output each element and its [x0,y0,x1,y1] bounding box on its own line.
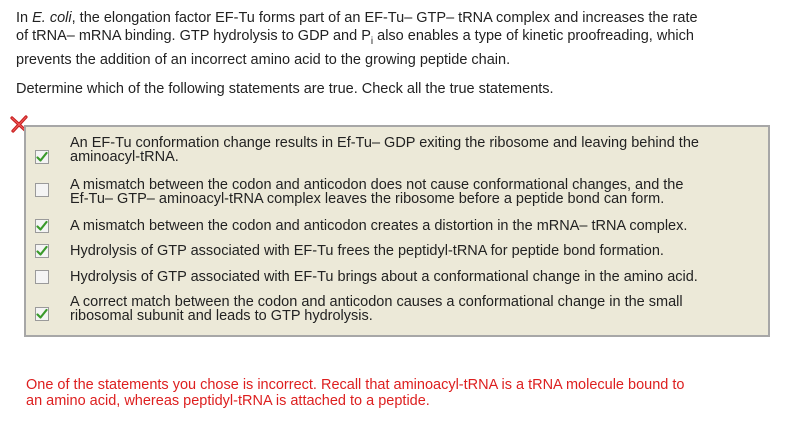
option-1-text: An EF-Tu conformation change results in Ef-Tu– GDP exiting the ribosome and leaving behind the aminoacyl-tRNA. [70,135,699,165]
option-6-checkbox[interactable] [35,307,49,321]
intro-line-1: In E. coli, the elongation factor EF-Tu forms part of an EF-Tu– GTP– tRNA complex and increases the rate [16,10,698,26]
checkmark-icon [36,245,48,257]
option-4-checkbox[interactable] [35,244,49,258]
option-3-checkbox[interactable] [35,219,49,233]
option-5-checkbox[interactable] [35,270,49,284]
option-4-text: Hydrolysis of GTP associated with EF-Tu frees the peptidyl-tRNA for peptide bond formation. [70,243,664,259]
phosphate-subscript: i [370,35,374,47]
feedback-message: One of the statements you chose is incorrect. Recall that aminoacyl-tRNA is a tRNA molecule bound to an amino acid, whereas peptidyl-tRNA is attached to a peptide. [26,377,685,409]
intro-line-3: prevents the addition of an incorrect amino acid to the growing peptide chain. [16,51,511,68]
question-intro [16,9,778,69]
option-5-text: Hydrolysis of GTP associated with EF-Tu brings about a conformational change in the amino acid. [70,269,698,285]
option-3-text: A mismatch between the codon and anticodon creates a distortion in the mRNA– tRNA complex. [70,218,688,234]
answer-options-list [24,125,770,337]
checkmark-icon [36,220,48,232]
organism-name: E. coli [32,10,72,26]
checkmark-icon [36,308,48,320]
checkmark-icon [36,151,48,163]
option-2-checkbox[interactable] [35,183,49,197]
option-1-checkbox[interactable] [35,150,49,164]
option-2-text: A mismatch between the codon and anticodon does not cause conformational changes, and the Ef-Tu– GTP– aminoacyl-tRNA complex leaves the ribosome before a peptide bond can form. [70,177,684,207]
question-prompt: Determine which of the following statements are true. Check all the true statements. [16,81,554,97]
option-6-text: A correct match between the codon and anticodon causes a conformational change in the small ribosomal subunit and leads to GTP hydrolysis. [70,294,683,324]
intro-line-2: of tRNA– mRNA binding. GTP hydrolysis to GDP and $P_i$ also enables a type of kinetic proofreading, which [16,28,694,47]
